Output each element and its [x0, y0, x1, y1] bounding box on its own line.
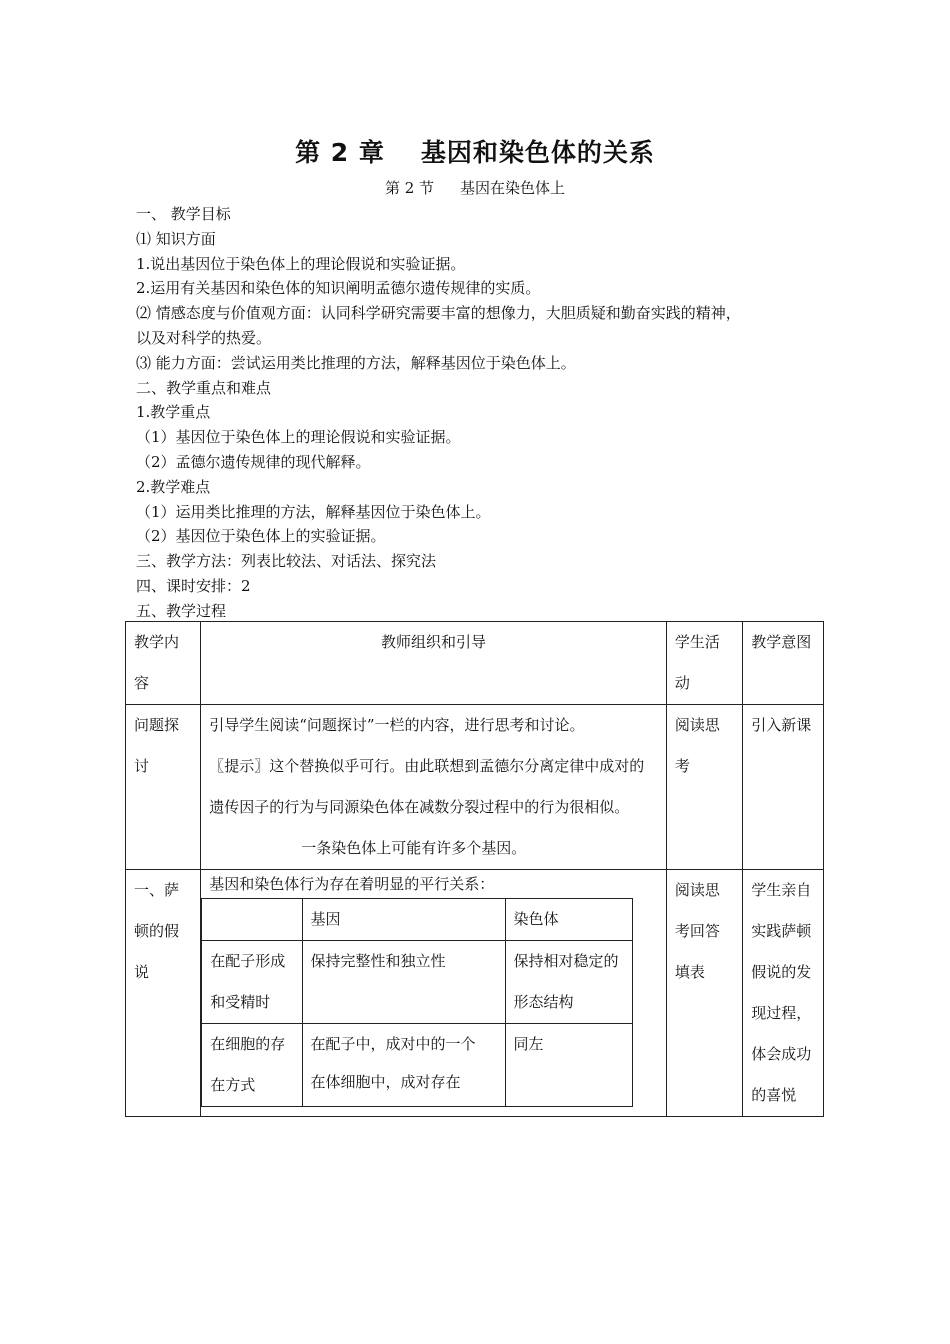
- header-content: 教学内容: [126, 622, 201, 705]
- header-intent: 教学意图: [743, 622, 824, 705]
- key-point-item: （1）基因位于染色体上的理论假说和实验证据。: [136, 428, 461, 447]
- inner-row: [202, 941, 633, 1024]
- heading-key-points: 二、教学重点和难点: [136, 378, 272, 397]
- inner-row2-label: 在细胞的存在方式: [202, 1024, 302, 1107]
- subheading-key-points: 1.教学重点: [136, 403, 211, 422]
- key-point-item: （2）孟德尔遗传规律的现代解释。: [136, 452, 371, 471]
- header-teacher: 教师组织和引导: [201, 622, 667, 705]
- inner-header-chromosome: 染色体: [505, 899, 633, 941]
- row2-content: 一、萨顿的假说: [126, 870, 201, 1117]
- row1-intent: 引入新课: [743, 705, 824, 870]
- subheading-ability: ⑶ 能力方面：尝试运用类比推理的方法，解释基因位于染色体上。: [136, 353, 576, 372]
- row1-teacher-paragraph: 引导学生阅读“问题探讨”一栏的内容，进行思考和讨论。: [209, 716, 585, 734]
- section-title: [0, 177, 950, 198]
- inner-row: [202, 1024, 633, 1107]
- inner-row2-gene-somatic: 在体细胞中，成对存在: [310, 1073, 461, 1091]
- row2-teacher-intro: 基因和染色体行为存在着明显的平行关系：: [209, 875, 495, 893]
- heading-objectives: 一、 教学目标: [136, 205, 231, 223]
- objective-item: 1.说出基因位于染色体上的理论假说和实验证据。: [136, 254, 466, 273]
- table-header-row: [126, 622, 824, 705]
- section-number: 第 2 节: [384, 179, 435, 197]
- body-text: [136, 202, 826, 624]
- inner-header-blank: [202, 899, 302, 941]
- table-row: [126, 705, 824, 870]
- teaching-process-table: [125, 621, 824, 1117]
- inner-row1-chromosome: 保持相对稳定的形态结构: [505, 941, 633, 1024]
- row1-hint-text: 〖提示〗这个替换似乎可行。由此联想到孟德尔分离定律中成对的遗传因子的行为与同源染色体在减数分裂过程中的行为很相似。: [209, 757, 645, 816]
- subheading-knowledge: ⑴ 知识方面: [136, 229, 216, 248]
- inner-header-row: [202, 899, 633, 941]
- heading-methods: 三、教学方法：列表比较法、对话法、探究法: [136, 552, 437, 571]
- inner-row2-chromosome: 同左: [505, 1024, 633, 1107]
- row1-teacher-hint: [209, 746, 658, 869]
- row1-hint-conclusion: 一条染色体上可能有许多个基因。: [301, 839, 527, 857]
- inner-header-gene: 基因: [302, 899, 505, 941]
- header-student: 学生活动: [666, 622, 742, 705]
- inner-row2-gene: [302, 1024, 505, 1107]
- row1-teacher: [201, 705, 667, 870]
- row1-student: 阅读思考: [666, 705, 742, 870]
- row2-student: 阅读思考回答填表: [666, 870, 742, 1117]
- row1-content: 问题探讨: [126, 705, 201, 870]
- attitude-continuation: 以及对科学的热爱。: [136, 328, 272, 347]
- difficulty-item: （2）基因位于染色体上的实验证据。: [136, 527, 386, 546]
- inner-row2-gene-gamete: 在配子中，成对中的一个: [310, 1035, 476, 1053]
- table-row: [126, 870, 824, 1117]
- subheading-attitude: ⑵ 情感态度与价值观方面：认同科学研究需要丰富的想像力，大胆质疑和勤奋实践的精神，: [136, 304, 741, 323]
- heading-process: 五、教学过程: [136, 601, 227, 620]
- chapter-title: [0, 133, 950, 169]
- difficulty-item: （1）运用类比推理的方法，解释基因位于染色体上。: [136, 502, 491, 521]
- section-name: 基因在染色体上: [460, 179, 566, 197]
- chapter-number: 第 2 章: [295, 138, 385, 167]
- parallel-comparison-table: [201, 898, 633, 1107]
- chapter-name: 基因和染色体的关系: [420, 138, 655, 167]
- subheading-difficulties: 2.教学难点: [136, 477, 211, 496]
- row2-intent: 学生亲自实践萨顿假说的发现过程，体会成功的喜悦: [743, 870, 824, 1117]
- objective-item: 2.运用有关基因和染色体的知识阐明孟德尔遗传规律的实质。: [136, 279, 541, 298]
- row2-teacher: [201, 870, 667, 1117]
- inner-row1-label: 在配子形成和受精时: [202, 941, 302, 1024]
- heading-schedule: 四、课时安排：2: [136, 576, 251, 595]
- inner-row1-gene: 保持完整性和独立性: [302, 941, 505, 1024]
